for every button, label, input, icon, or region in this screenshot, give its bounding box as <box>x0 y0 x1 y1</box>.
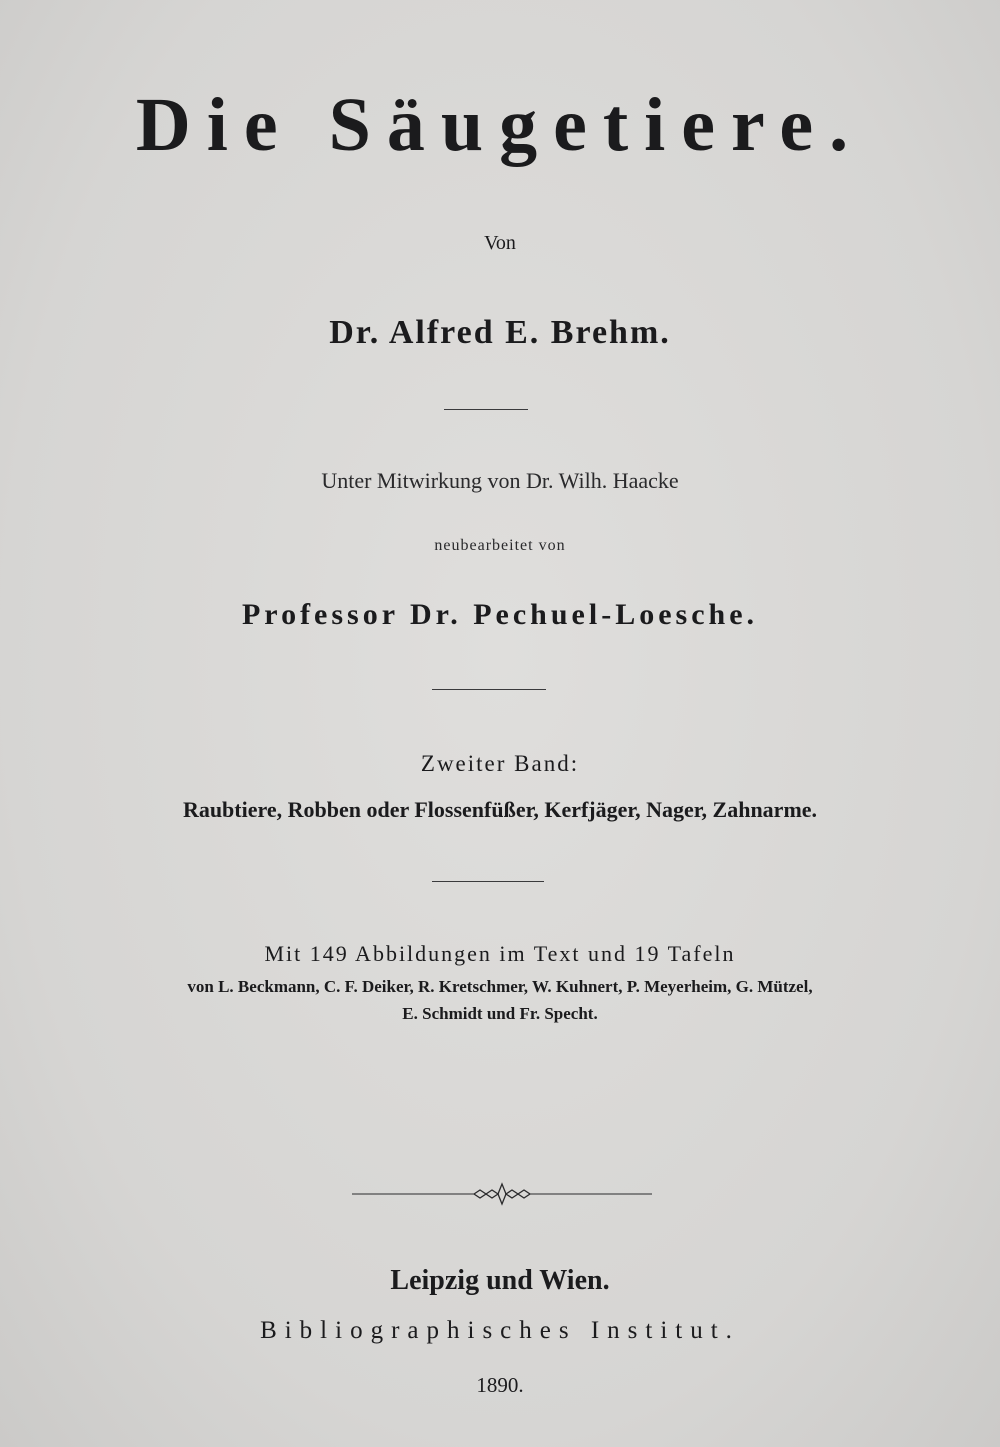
ornament-divider <box>352 1182 652 1206</box>
by-label: Von <box>484 232 516 254</box>
year: 1890. <box>476 1373 524 1397</box>
subjects: Raubtiere, Robben oder Flossenfüßer, Kerfjäger, Nager, Zahnarme. <box>182 797 818 822</box>
volume: Zweiter Band: <box>420 751 580 776</box>
reviser: Professor Dr. Pechuel-Loesche. <box>241 598 759 631</box>
author: Dr. Alfred E. Brehm. <box>329 314 671 351</box>
illustrations: Mit 149 Abbildungen im Text und 19 Tafeln <box>264 941 736 966</box>
revised-by-label: neubearbeitet von <box>434 537 566 554</box>
publisher: Bibliographisches Institut. <box>260 1317 740 1344</box>
artists-line-1: von L. Beckmann, C. F. Deiker, R. Kretschmer, W. Kuhnert, P. Meyerheim, G. Mützel, <box>187 977 813 996</box>
divider <box>444 409 528 410</box>
divider <box>432 881 544 882</box>
divider <box>432 689 546 690</box>
place: Leipzig und Wien. <box>390 1265 610 1296</box>
collaboration: Unter Mitwirkung von Dr. Wilh. Haacke <box>321 468 679 493</box>
book-title: Die Säugetiere. <box>135 83 865 167</box>
artists-line-2: E. Schmidt und Fr. Specht. <box>402 1004 598 1023</box>
